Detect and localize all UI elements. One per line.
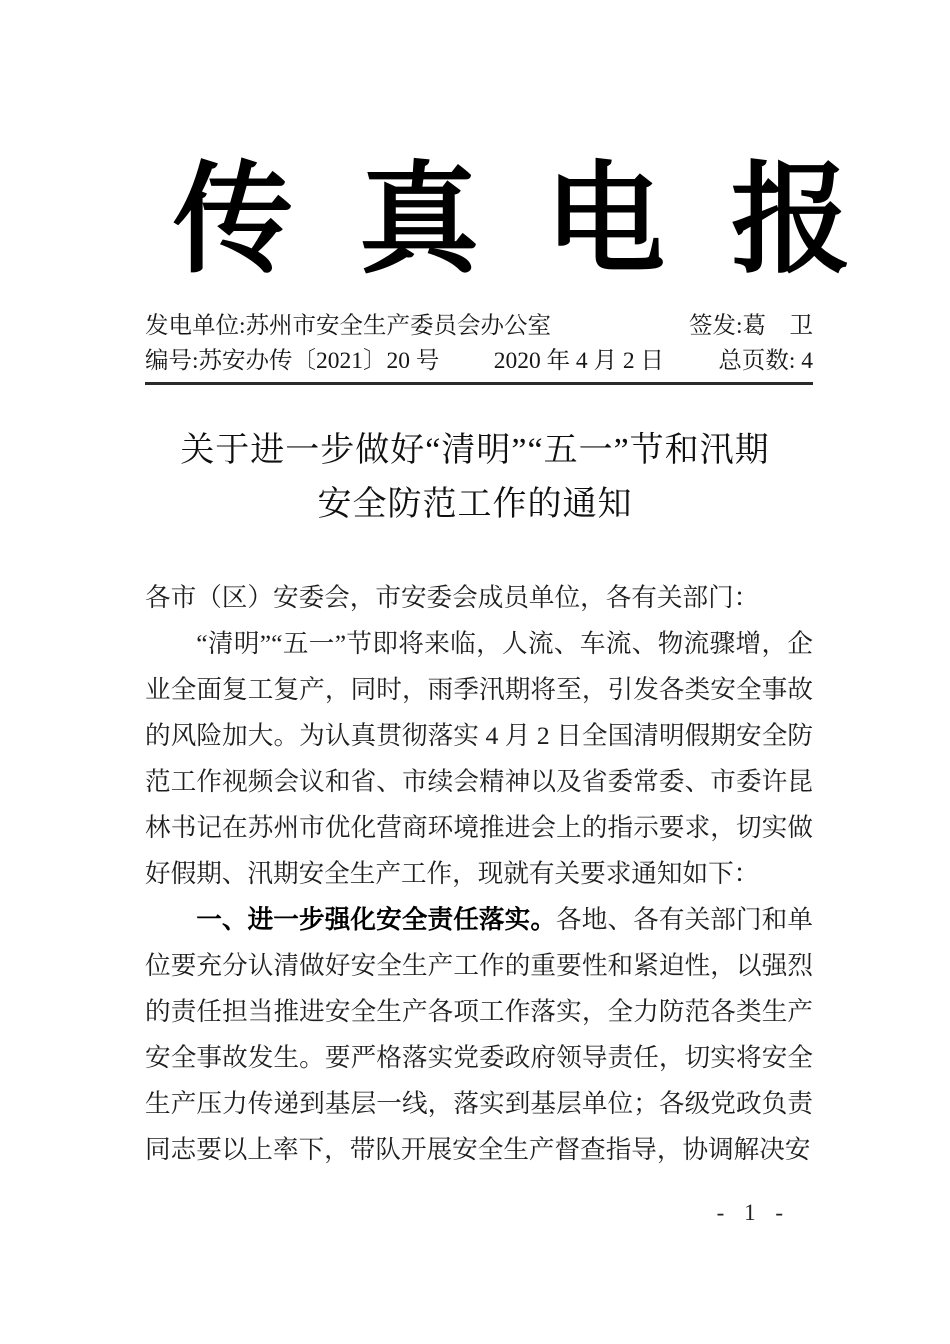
doc-date: 2020 年 4 月 2 日	[493, 348, 665, 374]
salutation: 各市（区）安委会，市安委会成员单位，各有关部门：	[145, 583, 760, 612]
sender-unit: 发电单位:苏州市安全生产委员会办公室	[145, 313, 552, 339]
paragraph-intro: “清明”“五一”节即将来临，人流、车流、物流骤增，企业全面复工复产，同时，雨季汛期将至，引发各类安全事故的风险加大。为认真贯彻落实 4 月 2 日全国清明假期安全防范工作视频会议和省、市续会精神以及省委常委、市委许昆林书记在苏州市优化营商环境推进会上的指示要求，切实做好假期、汛期安全生产工作，现就有关要求通知如下：	[145, 629, 813, 888]
page-number: - 1 -	[716, 1200, 790, 1225]
fax-masthead-title: 传真电报	[173, 154, 917, 287]
meta-row-number	[145, 344, 813, 379]
doc-number: 编号:苏安办传〔2021〕20 号	[145, 348, 440, 374]
meta-row-sender	[145, 309, 813, 344]
signer: 签发:葛 卫	[688, 313, 813, 339]
paragraph-section1	[145, 897, 813, 1173]
document-title-line1: 关于进一步做好“清明”“五一”节和汛期	[180, 432, 770, 469]
header-divider	[145, 382, 813, 385]
document-title-line2: 安全防范工作的通知	[317, 486, 633, 523]
document-title	[100, 424, 850, 532]
total-pages: 总页数: 4	[718, 348, 813, 374]
section1-text: 各地、各有关部门和单位要充分认清做好安全生产工作的重要性和紧迫性，以强烈的责任担当推进安全生产各项工作落实，全力防范各类生产安全事故发生。要严格落实党委政府领导责任，切实将安全生产压力传递到基层一线，落实到基层单位；各级党政负责同志要以上率下，带队开展安全生产督查指导，协调解决安	[145, 905, 813, 1164]
section1-heading: 一、进一步强化安全责任落实。	[196, 906, 557, 934]
document-body	[145, 575, 813, 1173]
meta-block	[145, 309, 813, 385]
